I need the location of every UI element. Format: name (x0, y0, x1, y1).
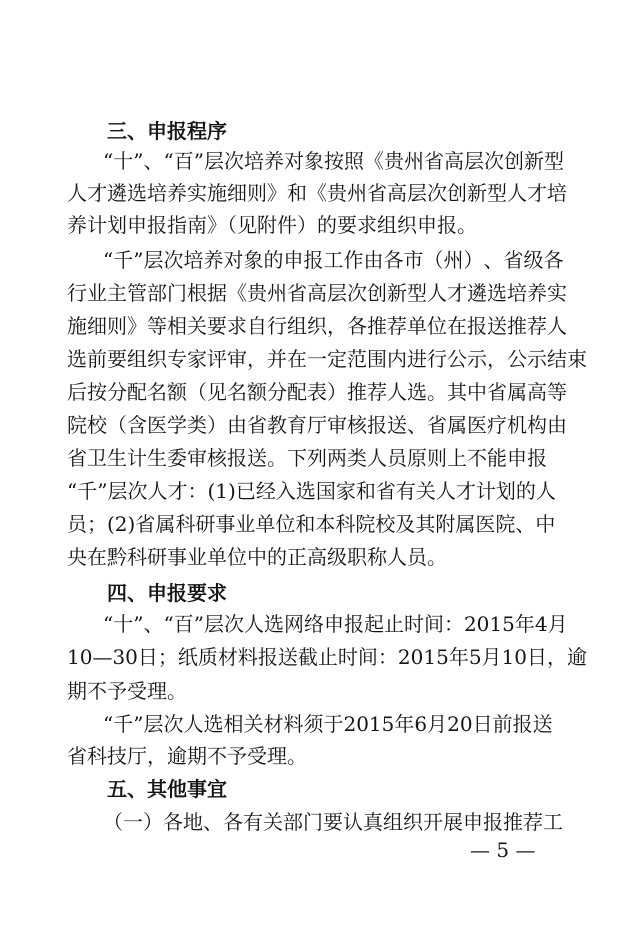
paragraph-line: “ 十 ” 、 “ 百 ” 层 次 培 养 对 象 按 照 《 贵 州 省 高 层 次 创 新 型 (103, 149, 564, 173)
paragraph-line: 省 卫 生 计 生 委 审 核 报 送 。 下 列 两 类 人 员 原 则 上 不 能 申 报 (67, 446, 547, 470)
paragraph-line: “ 十 ” 、 “ 百 ” 层 次 人 选 网 络 申 报 起 止 时 间 ： 2015 年 4 月 (103, 612, 568, 636)
paragraph-line: “ 千 ” 层 次 培 养 对 象 的 申 报 工 作 由 各 市 （ 州 ） 、 省 级 各 (103, 248, 564, 272)
paragraph-line: 10 — 30 日 ； 纸 质 材 料 报 送 截 止 时 间 ： 2015 年 5 月 10 日 ， 逾 (67, 645, 587, 669)
paragraph-line: “ 千 ” 层 次 人 选 相 关 材 料 须 于 2015 年 6 月 20 日 前 报 送 (103, 712, 553, 736)
paragraph-line: “ 千 ” 层 次 人 才 ： (1) 已 经 入 选 国 家 和 省 有 关 人 才 计 划 的 人 (67, 479, 556, 503)
paragraph-line: 养计划申报指南》（见附件）的要求组织申报。 (67, 213, 477, 237)
paragraph-line: （ 一 ） 各 地 、 各 有 关 部 门 要 认 真 组 织 开 展 申 报 推 荐 工 (103, 810, 563, 834)
paragraph-line: 员 ； (2) 省 属 科 研 事 业 单 位 和 本 科 院 校 及 其 附 属 医 院 、 中 (67, 512, 556, 536)
paragraph-line: 施 细 则 》 等 相 关 要 求 自 行 组 织 ， 各 推 荐 单 位 在 报 送 推 荐 人 (67, 314, 567, 338)
paragraph-line: 人 才 遴 选 培 养 实 施 细 则 》 和 《 贵 州 省 高 层 次 创 新 型 人 才 培 (67, 181, 567, 205)
paragraph-line: 行 业 主 管 部 门 根 据 《 贵 州 省 高 层 次 创 新 型 人 才 遴 选 培 养 实 (67, 281, 567, 305)
page-number: — 5 — (470, 838, 536, 862)
paragraph-line: 选 前 要 组 织 专 家 评 审 ， 并 在 一 定 范 围 内 进 行 公 示 ， 公 示 结 束 (67, 347, 587, 371)
paragraph-line: 院 校 （ 含 医 学 类 ） 由 省 教 育 厅 审 核 报 送 、 省 属 医 疗 机 构 由 (67, 413, 567, 437)
paragraph-line: 后 按 分 配 名 额 （ 见 名 额 分 配 表 ） 推 荐 人 选 。 其 中 省 属 高 等 (67, 380, 567, 404)
heading-application-procedure: 三、申报程序 (107, 119, 227, 143)
heading-application-requirements: 四、申报要求 (107, 581, 227, 605)
paragraph-line: 央在黔科研事业单位中的正高级职称人员。 (67, 545, 447, 569)
heading-other-matters: 五、其他事宜 (107, 777, 227, 801)
paragraph-line: 期不予受理。 (67, 679, 187, 703)
paragraph-line: 省科技厅，逾期不予受理。 (67, 744, 307, 768)
